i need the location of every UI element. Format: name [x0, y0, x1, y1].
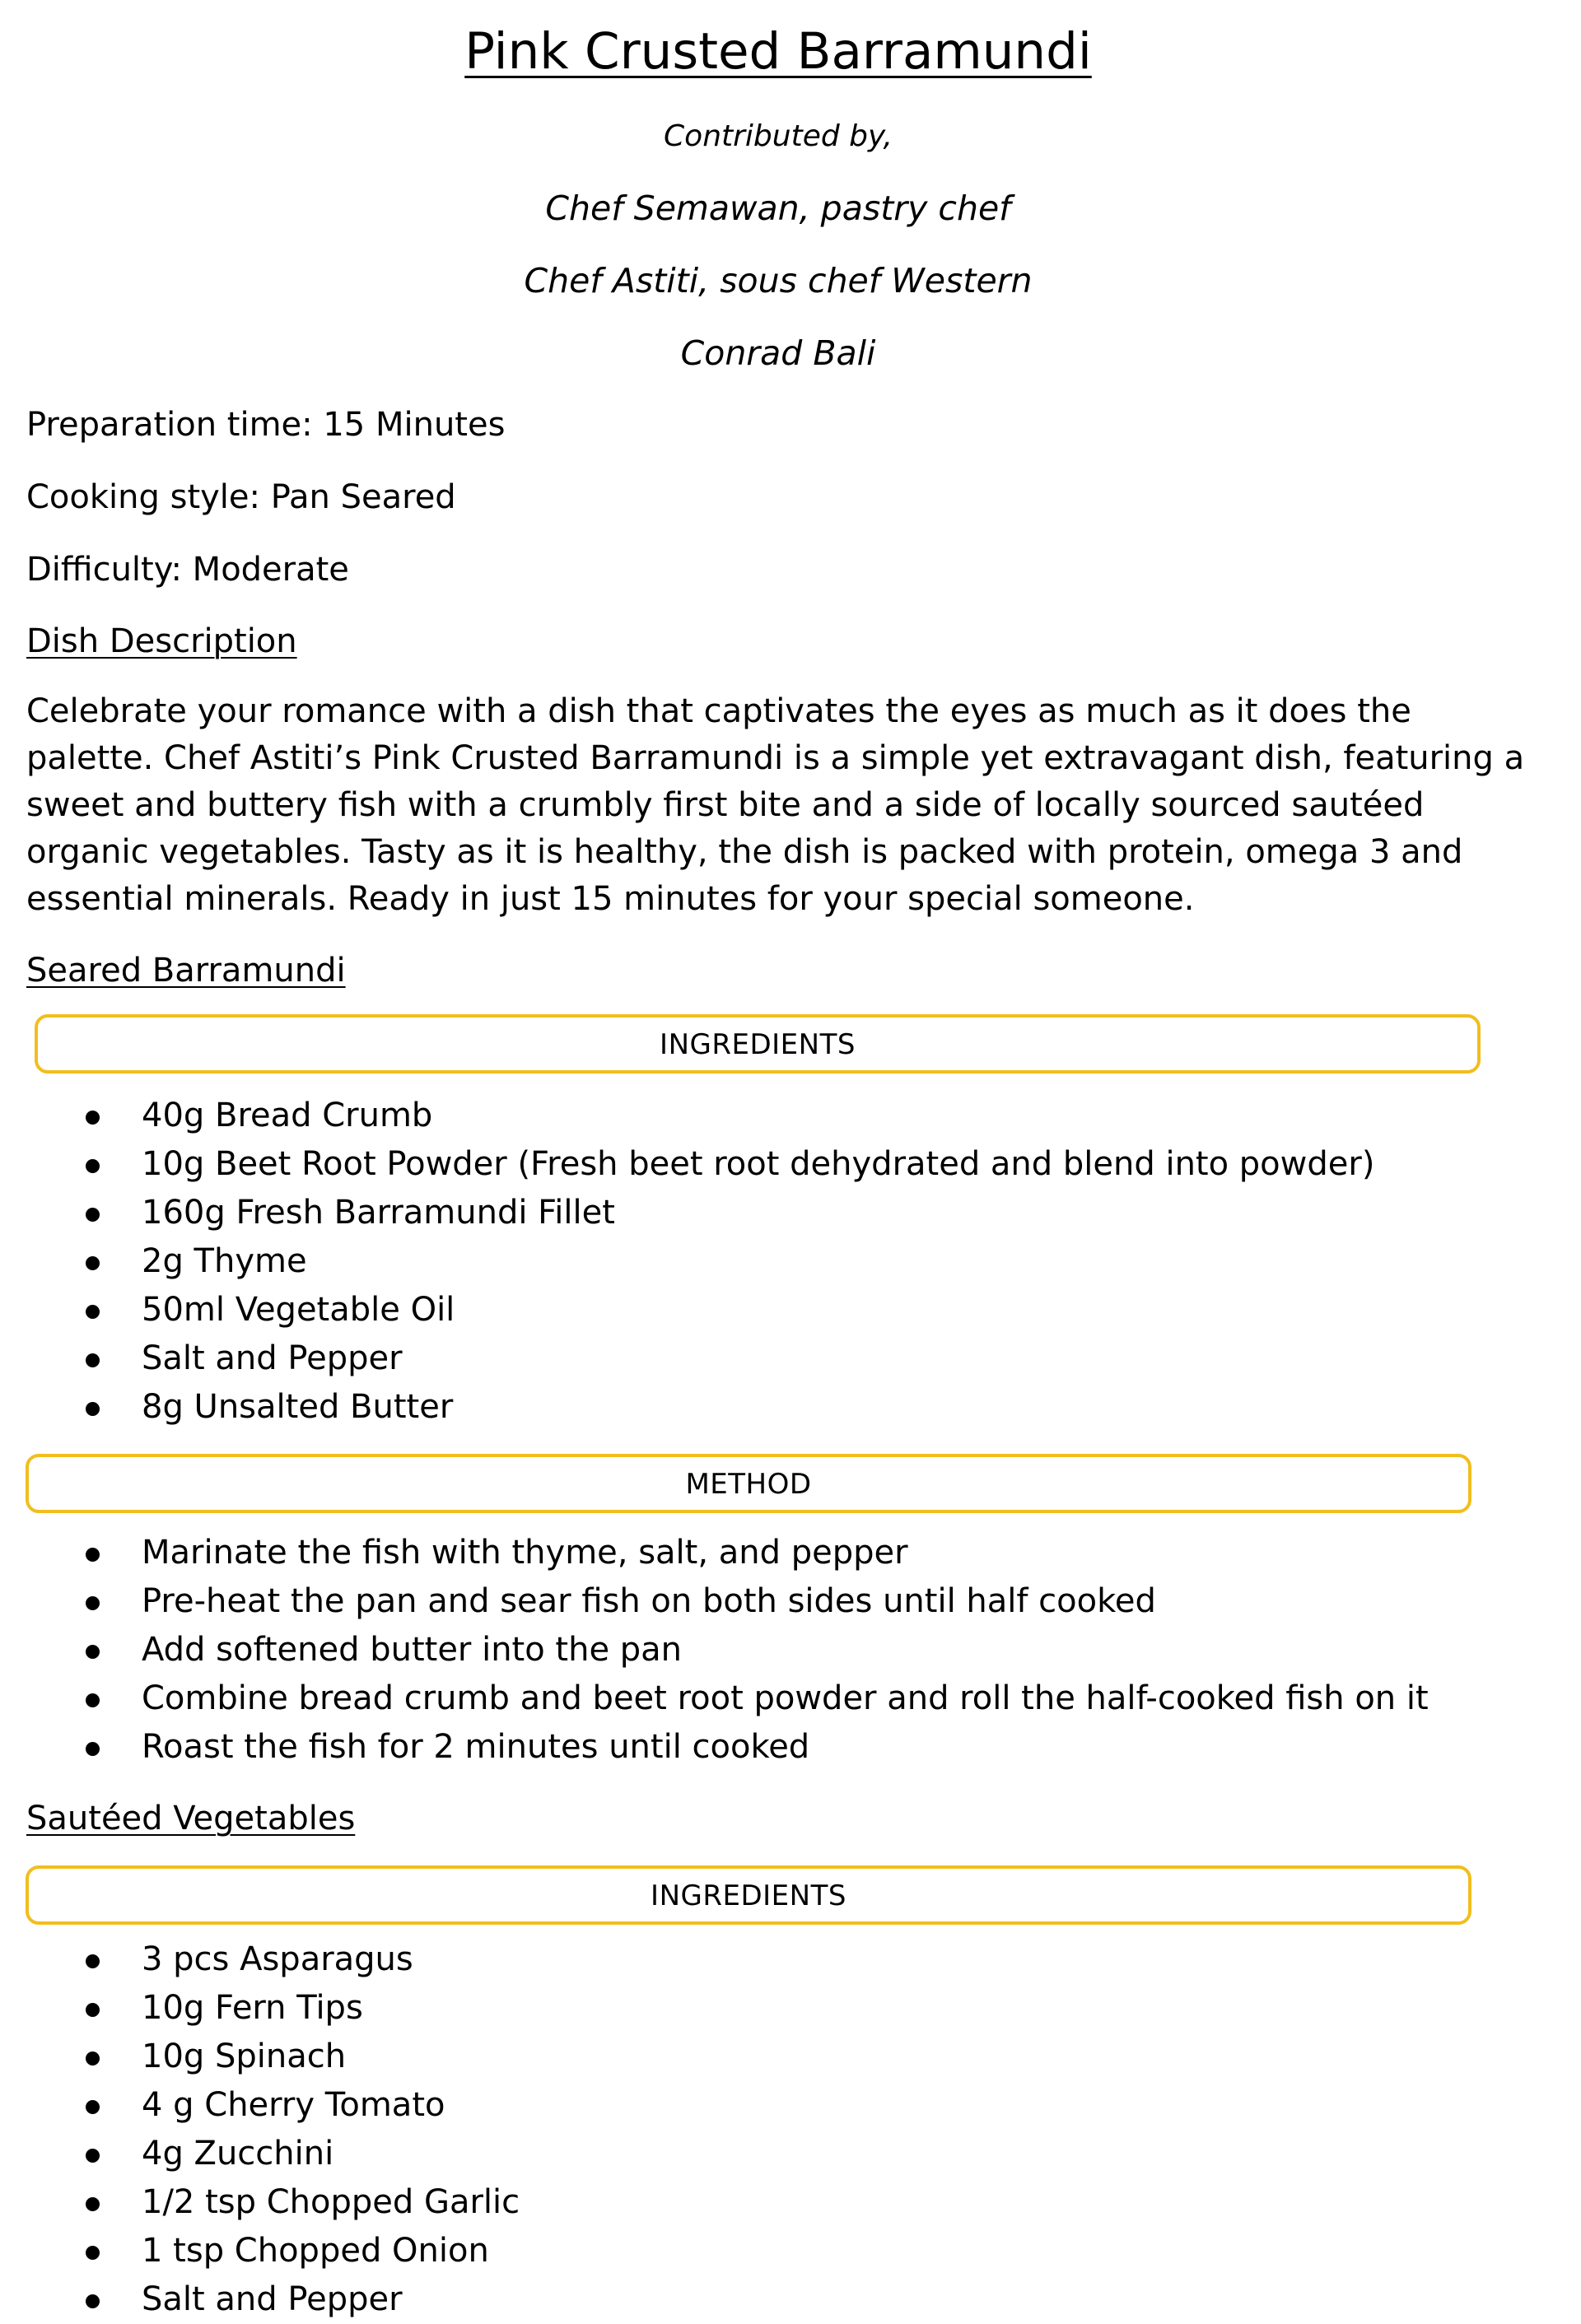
list-item: [0, 1140, 1374, 1189]
list-item: [0, 2033, 520, 2081]
list-item: [0, 1092, 1374, 1140]
bullet-icon: [86, 1548, 100, 1562]
bullet-icon: [86, 1159, 100, 1173]
list-item: [0, 1286, 1374, 1334]
list-item-text: 160g Fresh Barramundi Fillet: [142, 1194, 615, 1232]
seared-barramundi-heading: Seared Barramundi: [26, 952, 346, 990]
vegetables-ingredients-header-box: INGREDIENTS: [26, 1865, 1471, 1925]
list-item-text: 4g Zucchini: [142, 2135, 334, 2173]
bullet-icon: [86, 1208, 100, 1222]
cooking-style: Cooking style: Pan Seared: [26, 478, 456, 516]
list-item-text: 10g Spinach: [142, 2038, 347, 2075]
bullet-icon: [86, 2294, 100, 2308]
contributor-chef-astiti: Chef Astiti, sous chef Western: [524, 261, 1033, 300]
list-item: [0, 1723, 1429, 1772]
bullet-icon: [86, 1305, 100, 1319]
bullet-icon: [86, 1596, 100, 1610]
difficulty: Difficulty: Moderate: [26, 551, 349, 589]
list-item: [0, 1383, 1374, 1432]
list-item: [0, 2130, 520, 2178]
bullet-icon: [86, 2100, 100, 2114]
list-item: [0, 2178, 520, 2227]
list-item: [0, 1334, 1374, 1383]
list-item: [0, 2081, 520, 2130]
list-item-text: 2g Thyme: [142, 1242, 307, 1280]
bullet-icon: [86, 1353, 100, 1367]
contributor-chef-semawan: Chef Semawan, pastry chef: [545, 189, 1011, 228]
list-item: [0, 1237, 1374, 1286]
list-item: [0, 1189, 1374, 1237]
list-item-text: Roast the fish for 2 minutes until cooked: [142, 1728, 810, 1766]
preparation-time: Preparation time: 15 Minutes: [26, 406, 506, 444]
seared-method-list: [0, 1529, 1429, 1772]
list-item-text: Marinate the fish with thyme, salt, and pepper: [142, 1534, 908, 1572]
bullet-icon: [86, 2149, 100, 2163]
list-item-text: Salt and Pepper: [142, 1339, 403, 1377]
vegetables-ingredients-list: [0, 1935, 520, 2324]
bullet-icon: [86, 2003, 100, 2017]
list-item: [0, 2227, 520, 2275]
list-item: [0, 1935, 520, 1984]
list-item: [0, 1577, 1429, 1626]
list-item-text: 10g Fern Tips: [142, 1989, 363, 2027]
list-item: [0, 2275, 520, 2324]
list-item-text: 1 tsp Chopped Onion: [142, 2232, 489, 2270]
bullet-icon: [86, 2246, 100, 2260]
list-item: [0, 1674, 1429, 1723]
contributor-hotel: Conrad Bali: [680, 333, 876, 373]
contributed-by-label: Contributed by,: [664, 119, 893, 153]
list-item-text: 50ml Vegetable Oil: [142, 1291, 455, 1329]
list-item-text: 1/2 tsp Chopped Garlic: [142, 2183, 520, 2221]
bullet-icon: [86, 1256, 100, 1270]
bullet-icon: [86, 1693, 100, 1707]
list-item-text: 3 pcs Asparagus: [142, 1940, 413, 1978]
list-item: [0, 1984, 520, 2033]
bullet-icon: [86, 1645, 100, 1659]
bullet-icon: [86, 1111, 100, 1125]
list-item-text: Combine bread crumb and beet root powder and roll the half-cooked fish on it: [142, 1679, 1429, 1717]
list-item-text: 8g Unsalted Butter: [142, 1388, 454, 1426]
list-item-text: Salt and Pepper: [142, 2280, 403, 2318]
bullet-icon: [86, 2052, 100, 2066]
list-item-text: Add softened butter into the pan: [142, 1631, 683, 1669]
list-item: [0, 1529, 1429, 1577]
dish-description-heading: Dish Description: [26, 622, 297, 660]
bullet-icon: [86, 2197, 100, 2211]
seared-method-header-box: METHOD: [26, 1454, 1471, 1513]
seared-ingredients-list: [0, 1092, 1374, 1432]
list-item: [0, 1626, 1429, 1674]
list-item-text: 10g Beet Root Powder (Fresh beet root dehydrated and blend into powder): [142, 1145, 1375, 1183]
dish-description-text: Celebrate your romance with a dish that captivates the eyes as much as it does the palette. Chef Astiti’s Pink Crusted Barramundi is a simple yet extravagant dish, featuring a sweet and buttery fish with a crumbly first bite and a side of locally sourced sautéed organic vegetables. Tasty as it is healthy, the dish is packed with protein, omega 3 and essential minerals. Ready in just 15 minutes for your special someone.: [26, 692, 1525, 918]
list-item-text: 4 g Cherry Tomato: [142, 2086, 445, 2124]
list-item-text: 40g Bread Crumb: [142, 1097, 433, 1134]
bullet-icon: [86, 1954, 100, 1968]
seared-ingredients-header-box: INGREDIENTS: [35, 1014, 1481, 1074]
sauteed-vegetables-heading: Sautéed Vegetables: [26, 1800, 356, 1837]
bullet-icon: [86, 1402, 100, 1416]
bullet-icon: [86, 1742, 100, 1756]
list-item-text: Pre-heat the pan and sear fish on both sides until half cooked: [142, 1582, 1156, 1620]
page-title: Pink Crusted Barramundi: [464, 22, 1092, 81]
